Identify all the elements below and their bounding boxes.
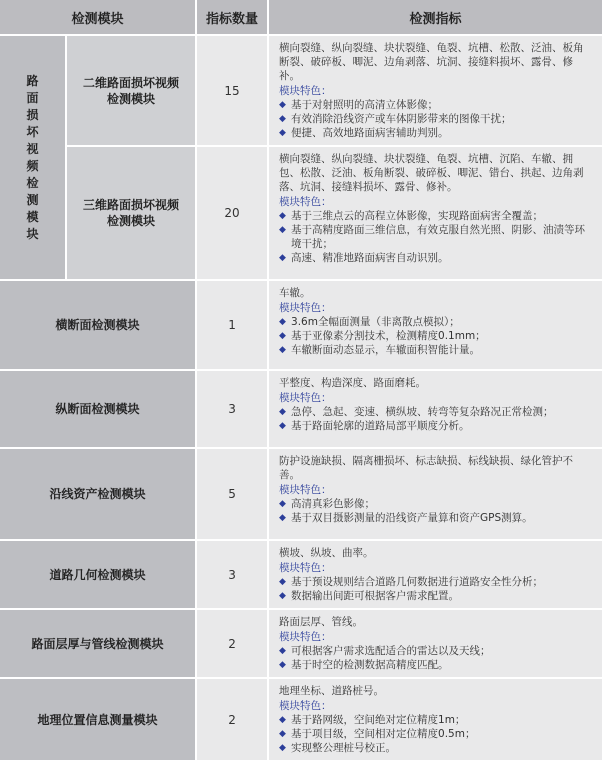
diamond-bullet-icon: ◆ [279,499,286,509]
indicator-description [268,280,602,370]
indicator-count: 20 [196,146,268,280]
module-name: 地理位置信息测量模块 [0,678,196,761]
list-item: ◆ 便捷、高效地路面病害辅助判别。 [279,127,449,139]
indicator-count: 5 [196,448,268,540]
list-item: ◆ 基于亚像素分割技术，检测精度0.1mm； [279,330,486,342]
list-item: ◆ 3.6m全幅面测量（非离散点模拟）； [279,316,460,328]
feature-list [279,497,592,525]
indicator-description [268,370,602,448]
diamond-bullet-icon: ◆ [279,591,286,601]
indicator-list: 平整度、构造深度、路面磨耗。 [279,377,427,389]
list-item: ◆ 高清真彩色影像； [279,498,376,510]
list-item: ◆ 有效消除沿线资产或车体阴影带来的图像干扰； [279,113,512,125]
indicator-description [268,609,602,678]
group-label: 路面损坏视频检测模块 [26,73,39,241]
indicator-list: 防护设施缺损、隔离栅损坏、标志缺损、标线缺损、绿化管护不善。 [279,455,574,481]
feature-label: 模块特色： [279,392,332,404]
indicator-count: 3 [196,540,268,609]
list-item: ◆ 基于对射照明的高清立体影像； [279,99,439,111]
diamond-bullet-icon: ◆ [279,225,286,235]
feature-list [279,209,592,265]
list-item: ◆ 基于高精度路面三维信息，有效克服自然光照、阴影、油渍等环境干扰； [279,224,586,250]
module-name: 沿线资产检测模块 [0,448,196,540]
table-row [0,448,602,540]
indicator-list: 地理坐标、道路桩号。 [279,685,385,697]
group-label-cell [0,35,66,280]
module-name: 道路几何检测模块 [0,540,196,609]
feature-label: 模块特色： [279,85,332,97]
diamond-bullet-icon: ◆ [279,421,286,431]
diamond-bullet-icon: ◆ [279,407,286,417]
feature-list [279,713,592,755]
list-item: ◆ 高速、精准地路面病害自动识别。 [279,252,449,264]
indicator-list: 横向裂缝、纵向裂缝、块状裂缝、龟裂、坑槽、松散、泛油、板角断裂、破碎板、唧泥、边角剥落、坑洞、接缝料损坏、露骨、修补。 [279,42,584,82]
feature-label: 模块特色： [279,700,332,712]
diamond-bullet-icon: ◆ [279,345,286,355]
feature-label: 模块特色： [279,631,332,643]
table-row [0,678,602,761]
feature-list [279,405,592,433]
module-name: 三维路面损坏视频检测模块 [66,146,196,280]
table-row [0,370,602,448]
diamond-bullet-icon: ◆ [279,253,286,263]
indicator-count: 3 [196,370,268,448]
diamond-bullet-icon: ◆ [279,729,286,739]
feature-label: 模块特色： [279,484,332,496]
indicator-description [268,448,602,540]
diamond-bullet-icon: ◆ [279,715,286,725]
list-item: ◆ 基于预设规则结合道路几何数据进行道路安全性分析； [279,576,544,588]
list-item: ◆ 车辙断面动态显示，车辙面积智能计量。 [279,344,481,356]
list-item: ◆ 可根据客户需求选配适合的雷达以及天线； [279,645,491,657]
indicator-description [268,35,602,146]
list-item: ◆ 基于三维点云的高程立体影像，实现路面病害全覆盖； [279,210,544,222]
diamond-bullet-icon: ◆ [279,331,286,341]
diamond-bullet-icon: ◆ [279,646,286,656]
diamond-bullet-icon: ◆ [279,128,286,138]
indicator-count: 2 [196,678,268,761]
indicator-description [268,540,602,609]
feature-list [279,315,592,357]
table-row [0,540,602,609]
diamond-bullet-icon: ◆ [279,114,286,124]
diamond-bullet-icon: ◆ [279,577,286,587]
feature-label: 模块特色： [279,196,332,208]
list-item: ◆ 基于时空的检测数据高精度匹配。 [279,659,449,671]
indicator-count: 2 [196,609,268,678]
list-item: ◆ 基于项目级，空间相对定位精度0.5m； [279,728,476,740]
feature-list [279,644,592,672]
module-name: 二维路面损坏视频检测模块 [66,35,196,146]
diamond-bullet-icon: ◆ [279,317,286,327]
indicator-count: 15 [196,35,268,146]
list-item: ◆ 基于双目摄影测量的沿线资产量算和资产GPS测算。 [279,512,533,524]
list-item: ◆ 实现整公理桩号校正。 [279,742,397,754]
header-module: 检测模块 [0,0,196,35]
list-item: ◆ 急停、急起、变速、横纵坡、转弯等复杂路况正常检测； [279,406,554,418]
diamond-bullet-icon: ◆ [279,100,286,110]
diamond-bullet-icon: ◆ [279,743,286,753]
list-item: ◆ 基于路网级，空间绝对定位精度1m； [279,714,466,726]
table-row [0,146,602,280]
indicator-count: 1 [196,280,268,370]
feature-label: 模块特色： [279,302,332,314]
indicator-list: 横坡、纵坡、曲率。 [279,547,374,559]
module-name: 纵断面检测模块 [0,370,196,448]
indicator-description [268,146,602,280]
table-header-row [0,0,602,35]
module-name: 路面层厚与管线检测模块 [0,609,196,678]
table-row [0,280,602,370]
header-count: 指标数量 [196,0,268,35]
table-row [0,609,602,678]
indicator-description [268,678,602,761]
header-indicator: 检测指标 [268,0,602,35]
diamond-bullet-icon: ◆ [279,513,286,523]
diamond-bullet-icon: ◆ [279,660,286,670]
feature-list [279,98,592,140]
list-item: ◆ 基于路面轮廓的道路局部平顺度分析。 [279,420,470,432]
module-name: 横断面检测模块 [0,280,196,370]
list-item: ◆ 数据输出间距可根据客户需求配置。 [279,590,460,602]
table-row [0,35,602,146]
indicator-list: 横向裂缝、纵向裂缝、块状裂缝、龟裂、坑槽、沉陷、车辙、拥包、松散、泛油、板角断裂、破碎板、唧泥、错台、拱起、边角剥落、坑洞、接缝料损坏、露骨、修补。 [279,153,584,193]
feature-label: 模块特色： [279,562,332,574]
indicator-list: 路面层厚、管线。 [279,616,364,628]
indicator-list: 车辙。 [279,287,311,299]
feature-list [279,575,592,603]
diamond-bullet-icon: ◆ [279,211,286,221]
